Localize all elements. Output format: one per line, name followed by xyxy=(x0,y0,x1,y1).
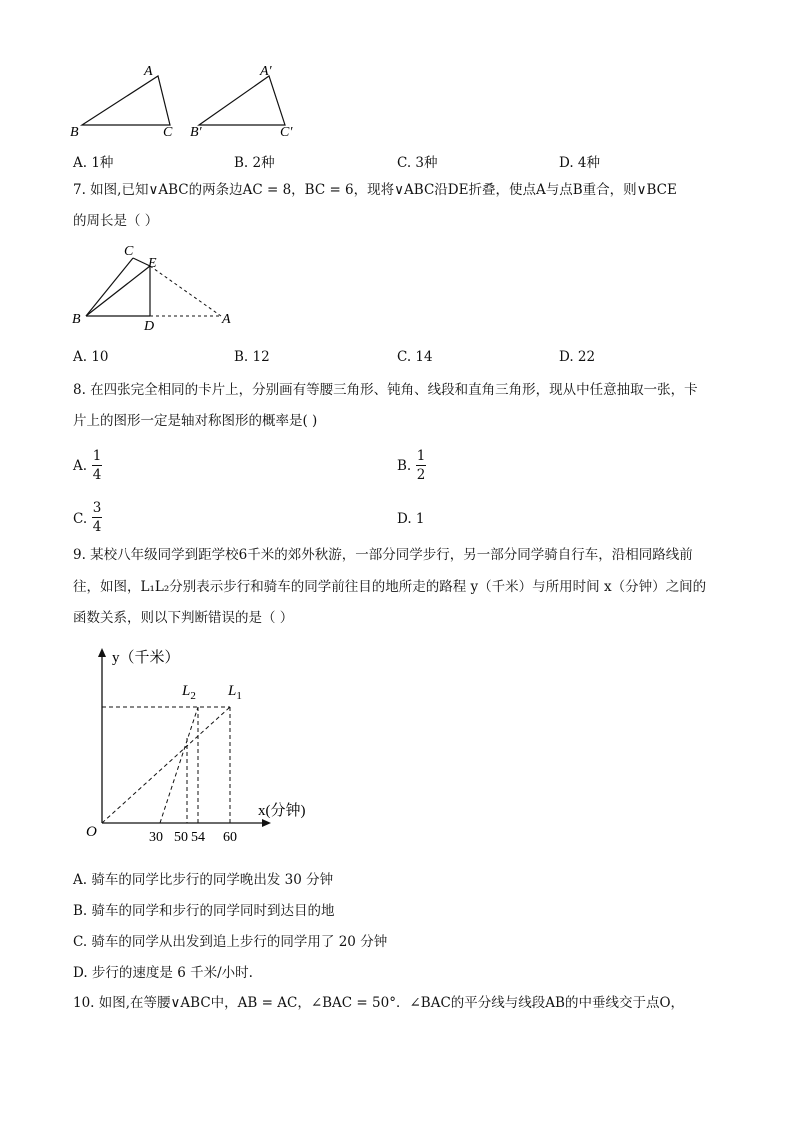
q8-c-denominator: 4 xyxy=(92,519,102,535)
tick-60: 60 xyxy=(223,830,237,845)
q6-option-a[interactable]: A. 1种 xyxy=(73,155,114,171)
q8-b-numerator: 1 xyxy=(416,448,426,464)
q7-fold-figure xyxy=(66,238,246,333)
q8-option-d[interactable]: D. 1 xyxy=(397,511,425,527)
triangle-abc xyxy=(82,76,170,125)
q6-option-d[interactable]: D. 4种 xyxy=(559,155,601,171)
label-C-prime: C′ xyxy=(280,125,293,140)
q8-option-a-fraction xyxy=(92,448,102,483)
q9-option-d[interactable]: D. 步行的速度是 6 千米/小时. xyxy=(73,965,253,981)
q7-option-a[interactable]: A. 10 xyxy=(73,349,109,365)
label-A: A xyxy=(144,64,153,79)
q7-option-c[interactable]: C. 14 xyxy=(397,349,433,365)
q6-option-c[interactable]: C. 3种 xyxy=(397,155,438,171)
fig7-label-D: D xyxy=(144,319,155,333)
fig7-label-B: B xyxy=(72,312,81,327)
q9-distance-time-graph xyxy=(80,645,340,845)
q8-a-numerator: 1 xyxy=(92,448,102,464)
y-axis-label: y（千米） xyxy=(112,650,180,666)
fig7-label-E: E xyxy=(148,256,157,271)
x-axis-label: x(分钟) xyxy=(258,803,306,819)
q8-option-b-label[interactable]: B. xyxy=(397,458,412,474)
label-C: C xyxy=(163,125,173,140)
q9-option-c[interactable]: C. 骑车的同学从出发到追上步行的同学用了 20 分钟 xyxy=(73,934,388,950)
y-axis-arrow xyxy=(98,648,106,657)
x-axis-arrow xyxy=(262,819,271,827)
fig7-label-A: A xyxy=(222,312,231,327)
L2-label: $L_2$ xyxy=(182,683,196,702)
q8-c-numerator: 3 xyxy=(92,500,102,516)
tick-54: 54 xyxy=(191,830,205,845)
label-B-prime: B′ xyxy=(190,125,202,140)
q9-text-line2: 往，如图，L₁L₂分别表示步行和骑车的同学前往目的地所走的路程 y（千米）与所用时间 x（分钟）之间的 xyxy=(73,579,707,595)
congruent-triangles-figure xyxy=(60,58,320,144)
q9-option-b[interactable]: B. 骑车的同学和步行的同学同时到达目的地 xyxy=(73,903,335,919)
q8-option-c-fraction xyxy=(92,500,102,535)
q7-option-b[interactable]: B. 12 xyxy=(234,349,270,365)
tick-50: 50 xyxy=(174,830,188,845)
label-B: B xyxy=(70,125,79,140)
q9-option-a[interactable]: A. 骑车的同学比步行的同学晚出发 30 分钟 xyxy=(73,872,334,888)
q8-a-denominator: 4 xyxy=(92,467,102,483)
q8-text-line2: 片上的图形一定是轴对称图形的概率是( ) xyxy=(73,413,318,429)
L1-label: $L_1$ xyxy=(228,683,242,702)
q6-option-b[interactable]: B. 2种 xyxy=(234,155,275,171)
q8-option-b-fraction xyxy=(416,448,426,483)
q7-option-d[interactable]: D. 22 xyxy=(559,349,596,365)
q8-option-c-label[interactable]: C. xyxy=(73,511,88,527)
q9-text-line1: 9. 某校八年级同学到距学校6千米的郊外秋游，一部分同学步行，另一部分同学骑自行车，沿相同路线前 xyxy=(73,547,693,563)
fig7-label-C: C xyxy=(124,244,134,259)
q8-text-line1: 8. 在四张完全相同的卡片上，分别画有等腰三角形、钝角、线段和直角三角形，现从中任意抽取一张，卡 xyxy=(73,382,698,398)
q7-text-line1: 7. 如图,已知∨ABC的两条边AC = 8，BC = 6，现将∨ABC沿DE折叠，使点A与点B重合，则∨BCE xyxy=(73,182,677,198)
line-L1 xyxy=(102,707,230,823)
q8-option-a-label[interactable]: A. xyxy=(73,458,88,474)
triangle-abc-prime xyxy=(199,76,285,125)
tick-30: 30 xyxy=(149,830,163,845)
q9-text-line3: 函数关系，则以下判断错误的是（ ） xyxy=(73,610,294,626)
origin-label: O xyxy=(86,824,97,840)
q10-text-line1: 10. 如图,在等腰∨ABC中，AB = AC，∠BAC = 50°．∠BAC的平分线与线段AB的中垂线交于点O， xyxy=(73,995,685,1011)
q7-text-line2: 的周长是（ ） xyxy=(73,213,159,229)
q8-b-denominator: 2 xyxy=(416,467,426,483)
label-A-prime: A′ xyxy=(260,64,272,79)
